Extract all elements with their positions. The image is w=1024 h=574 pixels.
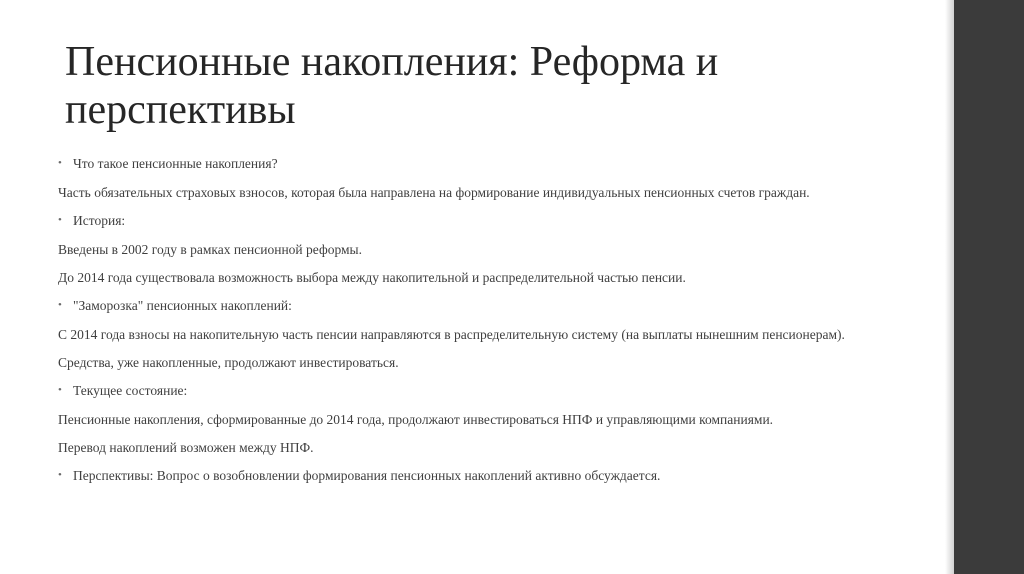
bullet-marker: • xyxy=(58,469,62,481)
bullet-marker: • xyxy=(58,214,62,226)
paragraph: Перевод накоплений возможен между НПФ. xyxy=(58,440,314,455)
bullet-marker: • xyxy=(58,384,62,396)
paragraph: До 2014 года существовала возможность выбора между накопительной и распределительной частью пенсии. xyxy=(58,270,686,285)
bullet-item xyxy=(58,213,888,228)
slide-content xyxy=(58,156,888,483)
paragraph: Средства, уже накопленные, продолжают инвестироваться. xyxy=(58,355,399,370)
bullet-item xyxy=(58,298,888,313)
bullet-text: Текущее состояние: xyxy=(73,383,188,398)
bullet-text: "Заморозка" пенсионных накоплений: xyxy=(73,298,292,313)
paragraph: С 2014 года взносы на накопительную часть пенсии направляются в распределительную систему (на выплаты нынешним пенсионерам). xyxy=(58,327,845,342)
bullet-text: Перспективы: Вопрос о возобновлении формирования пенсионных накоплений активно обсуждается. xyxy=(73,468,661,483)
bullet-item xyxy=(58,468,888,483)
bullet-text: История: xyxy=(73,213,126,228)
bullet-marker: • xyxy=(58,157,62,169)
paragraph: Часть обязательных страховых взносов, которая была направлена на формирование индивидуальных пенсионных счетов граждан. xyxy=(58,185,810,200)
bullet-item xyxy=(58,383,888,398)
slide-edge-shadow xyxy=(945,0,954,574)
side-accent-bar xyxy=(954,0,1024,574)
bullet-item xyxy=(58,156,888,171)
slide-title: Пенсионные накопления: Реформа и перспективы xyxy=(65,39,719,133)
bullet-marker: • xyxy=(58,299,62,311)
paragraph: Введены в 2002 году в рамках пенсионной реформы. xyxy=(58,242,362,257)
paragraph: Пенсионные накопления, сформированные до 2014 года, продолжают инвестироваться НПФ и управляющими компаниями. xyxy=(58,412,774,427)
bullet-text: Что такое пенсионные накопления? xyxy=(73,156,278,171)
